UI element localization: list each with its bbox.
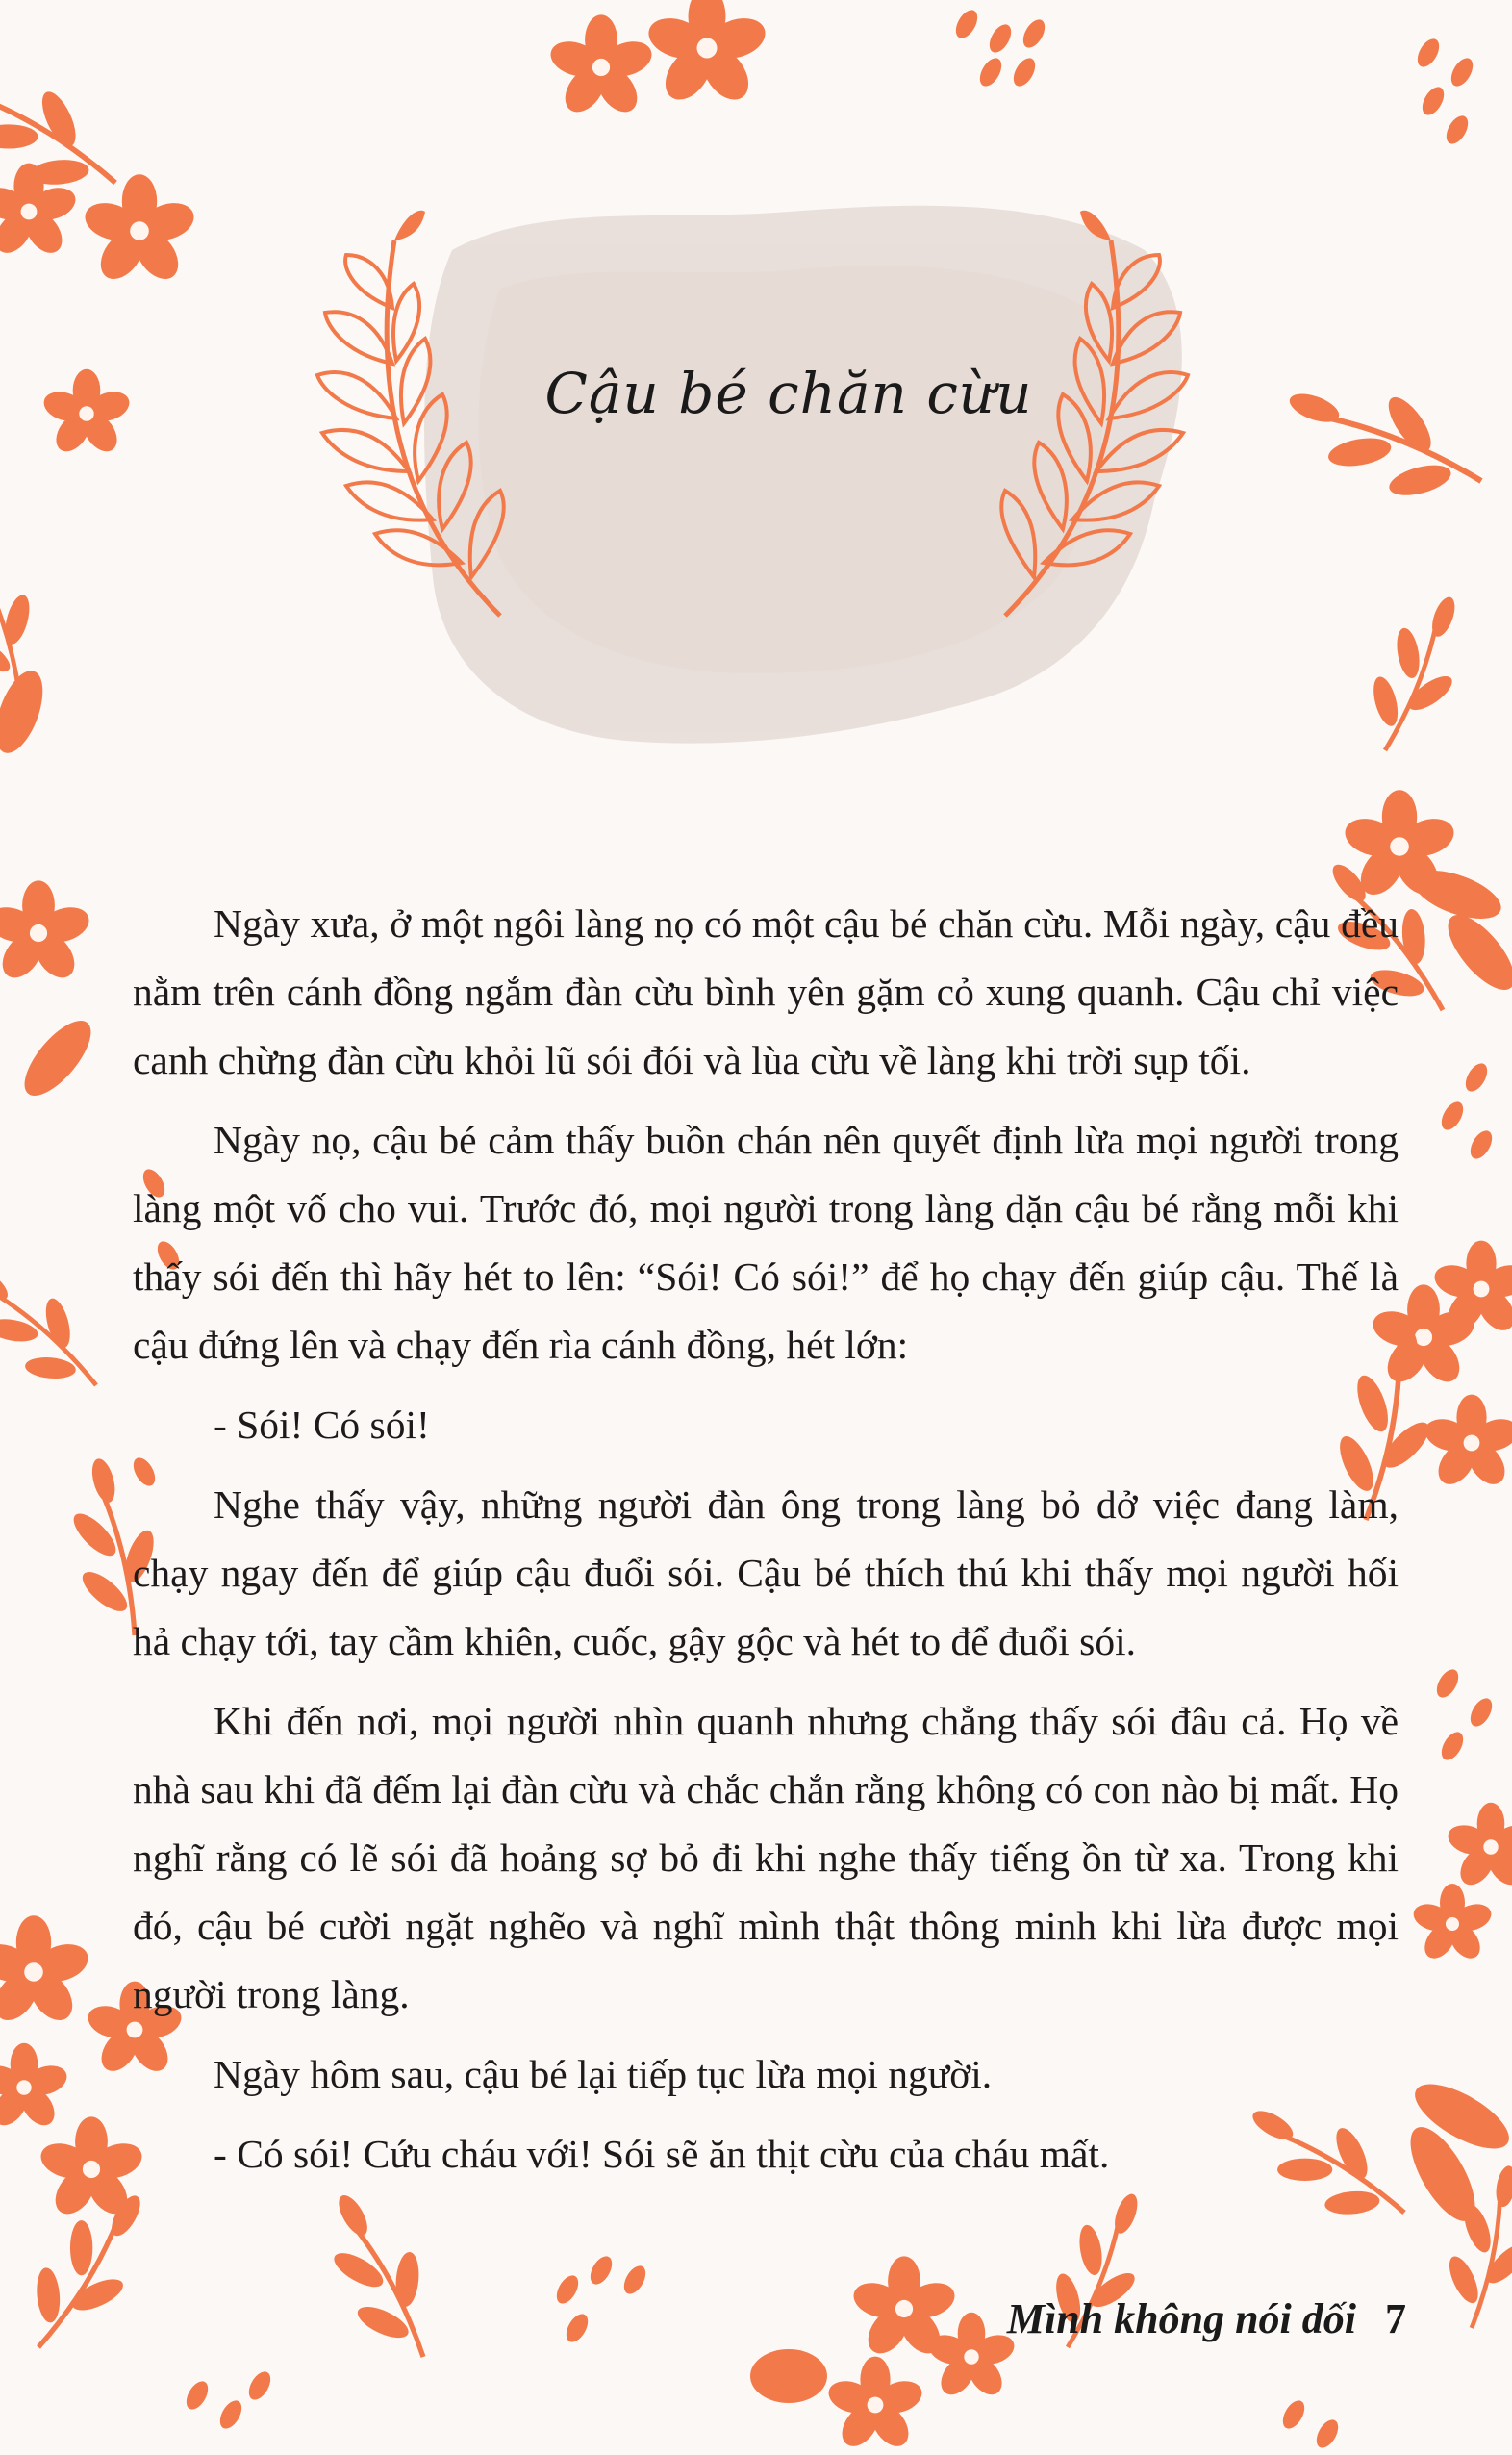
paragraph: Ngày hôm sau, cậu bé lại tiếp tục lừa mọi người. — [214, 2052, 993, 2096]
header-wash — [424, 206, 1182, 744]
running-footer-title: Mình không nói dối — [1006, 2295, 1356, 2342]
story-title: Cậu bé chăn cừu — [544, 361, 1033, 426]
paragraph: Khi đến nơi, mọi người nhìn quanh nhưng chẳng thấy sói đâu cả. Họ về nhà sau khi đã đếm lại đàn cừu và chắc chắn rằng không có con nào bị mất. Họ nghĩ rằng có lẽ sói đã hoảng sợ bỏ đi khi nghe thấy tiếng ồn từ xa. Trong khi đó, cậu bé cười ngặt nghẽo và nghĩ mình thật thông minh khi lừa được mọi người trong làng. — [133, 1699, 1399, 2016]
paragraph: Ngày xưa, ở một ngôi làng nọ có một cậu bé chăn cừu. Mỗi ngày, cậu đều nằm trên cánh đồng ngắm đàn cừu bình yên gặm cỏ xung quanh. Cậu chỉ việc canh chừng đàn cừu khỏi lũ sói đói và lùa cừu về làng khi trời sụp tối. — [133, 901, 1399, 1082]
paragraph: Ngày nọ, cậu bé cảm thấy buồn chán nên quyết định lừa mọi người trong làng một vố cho vui. Trước đó, mọi người trong làng dặn cậu bé rằng mỗi khi thấy sói đến thì hãy hét to lên: “Sói! Có sói!” để họ chạy đến giúp cậu. Thế là cậu đứng lên và chạy đến rìa cánh đồng, hét lớn: — [133, 1118, 1399, 1367]
dialog-line: - Sói! Có sói! — [214, 1403, 430, 1447]
dialog-line: - Có sói! Cứu cháu với! Sói sẽ ăn thịt cừu của cháu mất. — [214, 2132, 1110, 2176]
paragraph: Nghe thấy vậy, những người đàn ông trong làng bỏ dở việc đang làm, chạy ngay đến để giúp cậu đuổi sói. Cậu bé thích thú khi thấy mọi người hối hả chạy tới, tay cầm khiên, cuốc, gậy gộc và hét to để đuổi sói. — [133, 1482, 1399, 1663]
story-body — [133, 890, 1399, 2200]
page-number: 7 — [1385, 2295, 1406, 2342]
